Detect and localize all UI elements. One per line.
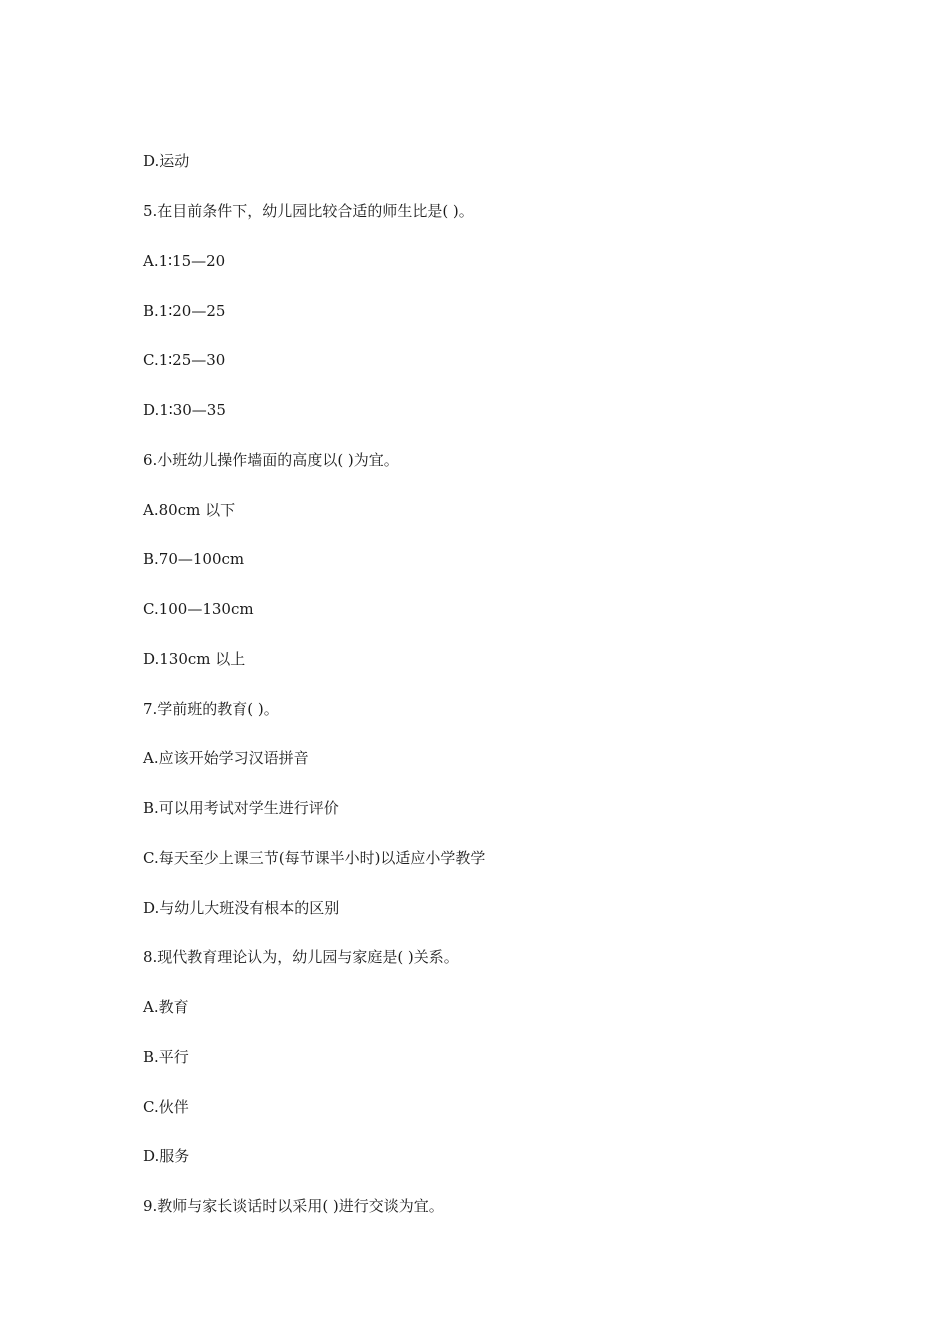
option-6-d: D.130cm 以上 (143, 650, 246, 668)
question-8: 8.现代教育理论认为，幼儿园与家庭是( )关系。 (143, 948, 459, 966)
option-5-b: B.1∶20—25 (143, 302, 226, 320)
question-9: 9.教师与家长谈话时以采用( )进行交谈为宜。 (143, 1197, 444, 1215)
option-8-b: B.平行 (143, 1048, 189, 1066)
option-7-c: C.每天至少上课三节(每节课半小时)以适应小学教学 (143, 849, 486, 867)
option-5-a: A.1∶15—20 (143, 252, 226, 270)
option-6-c: C.100—130cm (143, 600, 254, 618)
option-6-b: B.70—100cm (143, 550, 245, 568)
question-7: 7.学前班的教育( )。 (143, 700, 279, 718)
option-5-d: D.1∶30—35 (143, 401, 226, 419)
option-7-a: A.应该开始学习汉语拼音 (143, 749, 309, 767)
question-5: 5.在目前条件下，幼儿园比较合适的师生比是( )。 (143, 202, 474, 220)
option-8-d: D.服务 (143, 1147, 190, 1165)
option-6-a: A.80cm 以下 (143, 501, 236, 519)
option-8-a: A.教育 (143, 998, 189, 1016)
option-7-b: B.可以用考试对学生进行评价 (143, 799, 339, 817)
question-6: 6.小班幼儿操作墙面的高度以( )为宜。 (143, 451, 399, 469)
option-7-d: D.与幼儿大班没有根本的区别 (143, 899, 340, 917)
option-8-c: C.伙伴 (143, 1098, 189, 1116)
option-5-c: C.1∶25—30 (143, 351, 226, 369)
option-4-d: D.运动 (143, 152, 190, 170)
